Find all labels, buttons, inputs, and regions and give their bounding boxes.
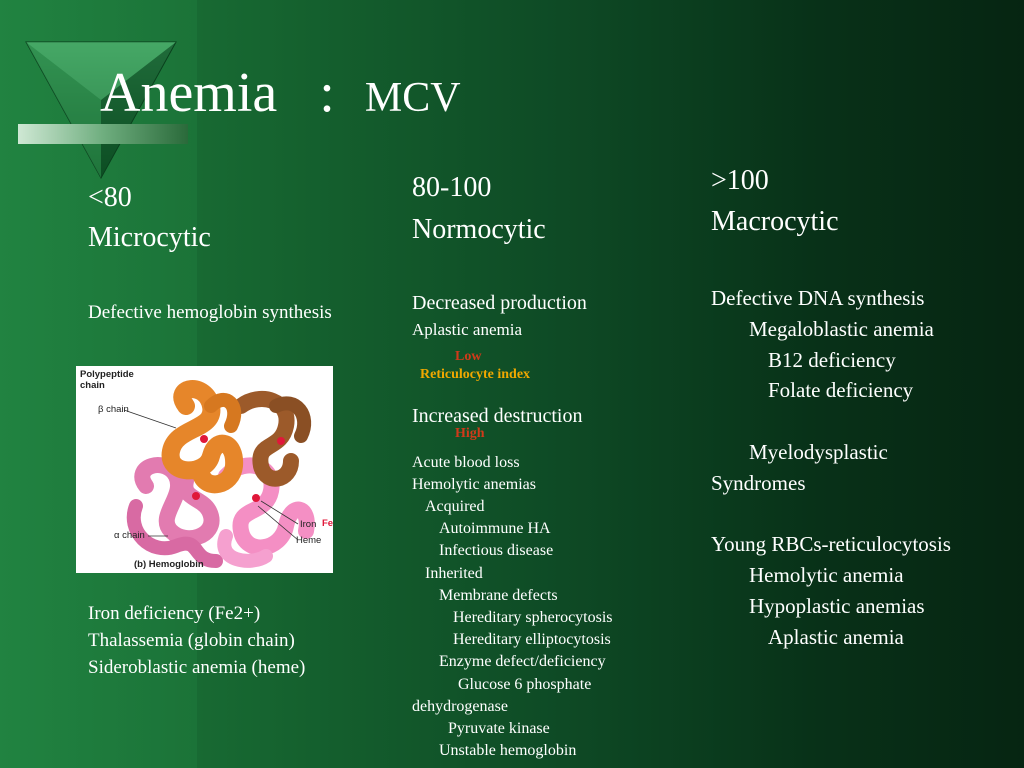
col2-item-5: Infectious disease (439, 542, 554, 559)
col3-item-1: Defective DNA synthesis (711, 286, 925, 310)
col2-item-10: Enzyme defect/deficiency (439, 653, 606, 670)
col2-item-1: Acute blood loss (412, 454, 520, 471)
col2-item-4: Autoimmune HA (439, 520, 551, 537)
hemoglobin-diagram (76, 366, 333, 573)
title-separator: : (319, 62, 335, 124)
col3-item-5: Myelodysplastic (749, 440, 888, 464)
low-label: Low (455, 349, 482, 364)
col2-aplastic: Aplastic anemia (412, 320, 522, 339)
col1-item-1: Iron deficiency (Fe2+) (88, 603, 261, 624)
col3-item-3: B12 deficiency (768, 348, 896, 372)
label-iron: Iron (300, 519, 317, 530)
title-main: Anemia (100, 62, 278, 124)
col3-item-9: Hypoplastic anemias (749, 594, 925, 618)
col2-item-3: Acquired (425, 498, 485, 515)
col3-item-6: Syndromes (711, 471, 806, 495)
col2-item-8: Hereditary spherocytosis (453, 609, 613, 626)
col2-item-11: Glucose 6 phosphate (458, 676, 592, 693)
col1-type: Microcytic (88, 222, 211, 253)
title-sub: MCV (364, 75, 461, 121)
col2-item-14: Unstable hemoglobin (439, 742, 577, 759)
col3-item-8: Hemolytic anemia (749, 563, 904, 587)
col2-item-12: dehydrogenase (412, 698, 508, 715)
col3-item-10: Aplastic anemia (768, 625, 904, 649)
label-alpha-chain: α chain (114, 530, 145, 541)
col1-cause: Defective hemoglobin synthesis (88, 302, 332, 323)
diagram-caption: (b) Hemoglobin (134, 559, 204, 570)
col1-range: <80 (88, 182, 132, 213)
col2-decreased: Decreased production (412, 292, 587, 314)
label-beta-chain: β chain (98, 404, 129, 415)
col3-range: >100 (711, 165, 769, 196)
high-label: High (455, 426, 485, 441)
col3-type: Macrocytic (711, 206, 839, 237)
slide-title (100, 62, 461, 129)
col3-item-2: Megaloblastic anemia (749, 317, 934, 341)
col2-type: Normocytic (412, 214, 546, 245)
col2-item-6: Inherited (425, 565, 483, 582)
col2-item-2: Hemolytic anemias (412, 476, 536, 493)
retic-index-label: Reticulocyte index (420, 367, 531, 382)
col2-item-13: Pyruvate kinase (448, 720, 550, 737)
col2-item-7: Membrane defects (439, 587, 558, 604)
col1-item-2: Thalassemia (globin chain) (88, 630, 295, 651)
col2-increased: Increased destruction (412, 405, 583, 427)
col3-item-7: Young RBCs-reticulocytosis (711, 532, 951, 556)
label-fe: Fe (322, 518, 334, 529)
col2-item-9: Hereditary elliptocytosis (453, 631, 611, 648)
col1-item-3: Sideroblastic anemia (heme) (88, 657, 306, 678)
label-chain: chain (80, 380, 105, 391)
col3-item-4: Folate deficiency (768, 378, 914, 402)
hemoglobin-molecule-icon (76, 366, 333, 573)
label-polypeptide: Polypeptide (80, 369, 134, 380)
label-heme: Heme (296, 535, 322, 546)
col2-range: 80-100 (412, 172, 492, 203)
